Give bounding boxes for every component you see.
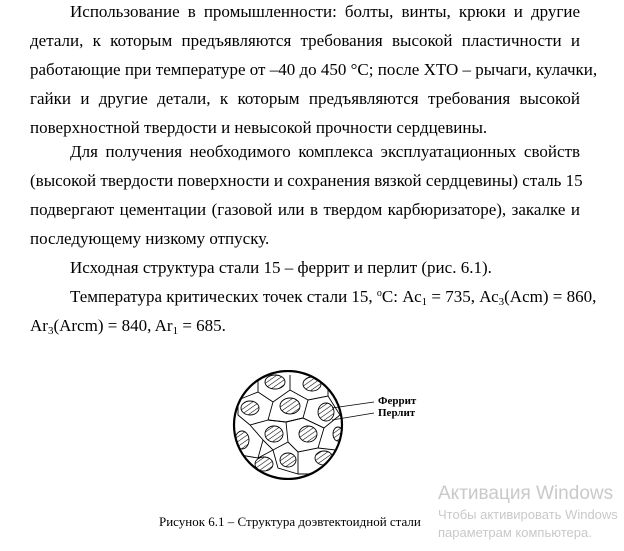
paragraph-line: (высокой твердости поверхности и сохранения вязкой сердцевины) сталь 15 xyxy=(30,171,583,190)
paragraph-line: Исходная структура стали 15 – феррит и перлит (рис. 6.1). xyxy=(70,258,492,277)
paragraph-treatment xyxy=(30,137,583,253)
watermark-line: Чтобы активировать Windows xyxy=(438,507,618,522)
figure-caption: Рисунок 6.1 – Структура доэвтектоидной стали xyxy=(159,514,421,529)
paragraph-line: Для получения необходимого комплекса эксплуатационных свойств xyxy=(70,142,580,161)
microstructure-figure xyxy=(228,370,428,480)
paragraph-line: Температура критических точек стали 15, $^о$С: $Ас_1 = 735$, $Ас_3(Acm) = 860$, xyxy=(70,287,597,308)
paragraph-line: Использование в промышленности: болты, винты, крюки и другие xyxy=(70,2,580,21)
watermark-title: Активация Windows xyxy=(438,483,614,504)
paragraph-line: работающие при температуре от –40 до 450 °С; после ХТО – рычаги, кулачки, xyxy=(30,60,598,79)
windows-activation-watermark xyxy=(438,482,618,542)
paragraph-structure xyxy=(30,253,580,282)
paragraph-line: поверхностной твердости и невысокой прочности сердцевины. xyxy=(30,118,488,137)
paragraph-critical-points xyxy=(30,282,597,340)
pearlite-label: Перлит xyxy=(378,407,416,419)
paragraph-line: детали, к которым предъявляются требования высокой пластичности и xyxy=(30,31,580,50)
watermark-line: параметрам компьютера. xyxy=(438,525,592,540)
microstructure-drawing xyxy=(228,370,428,480)
paragraph-usage xyxy=(30,0,598,142)
paragraph-line: последующему низкому отпуску. xyxy=(30,229,270,248)
paragraph-line: $Ar_3(Arcm) = 840$, $Ar_1 = 685$. xyxy=(30,316,226,337)
paragraph-line: подвергают цементации (газовой или в твердом карбюризаторе), закалке и xyxy=(30,200,580,219)
paragraph-line: гайки и другие детали, к которым предъявляются требования высокой xyxy=(30,89,580,108)
ferrite-label: Феррит xyxy=(378,395,417,407)
